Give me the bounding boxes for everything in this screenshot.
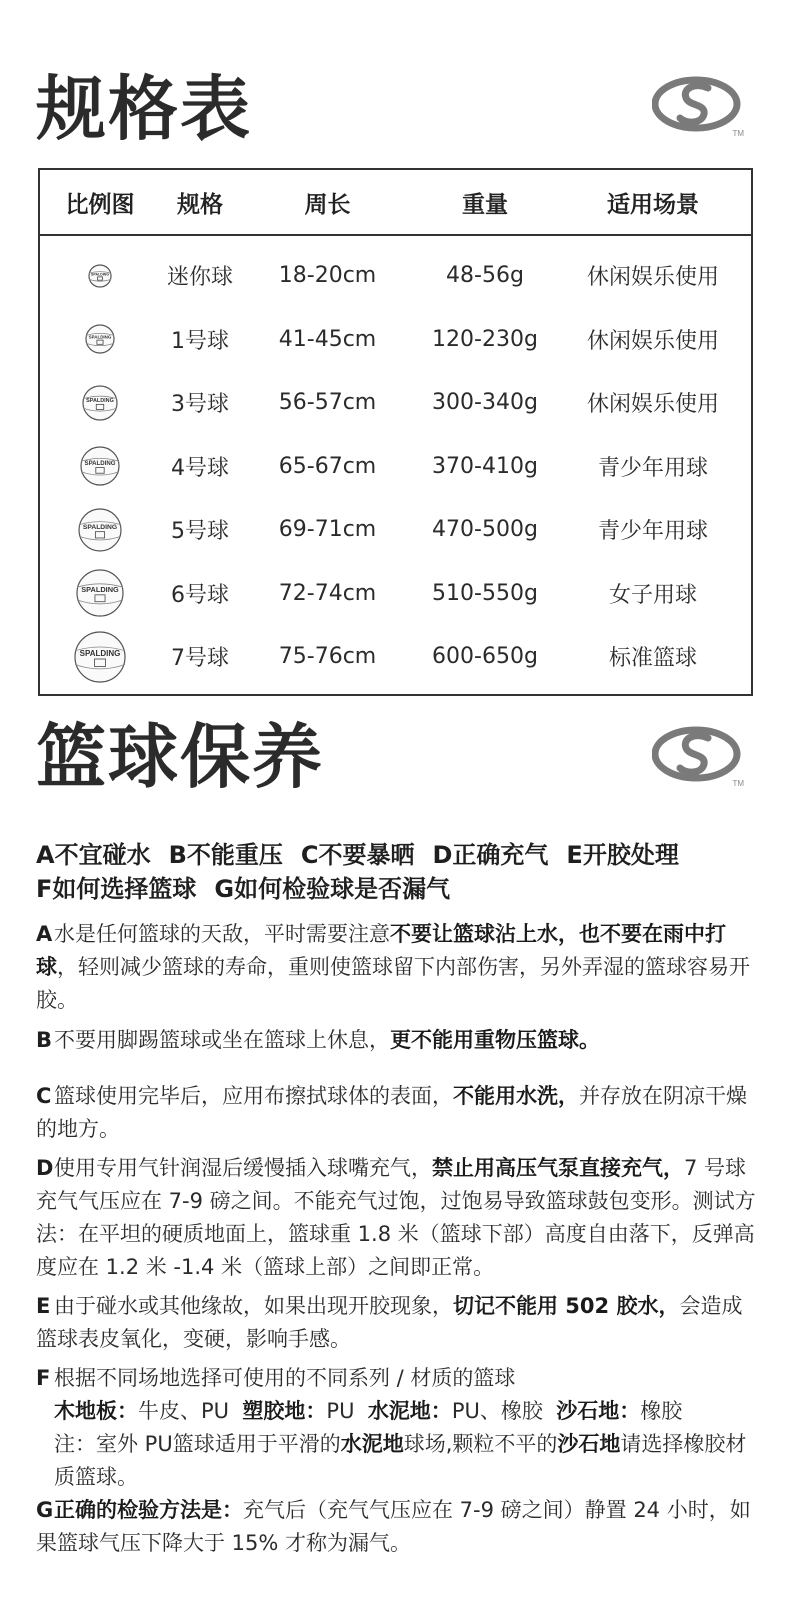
paragraph-letter: C bbox=[36, 1084, 52, 1108]
topic-b: B不能重压 bbox=[168, 841, 283, 869]
paragraph-f-note bbox=[36, 1428, 758, 1494]
spec-weight-cell: 600-650g bbox=[432, 644, 538, 670]
spec-row bbox=[40, 562, 751, 626]
paragraph-letter: F bbox=[36, 1366, 51, 1390]
ball-illustration bbox=[40, 375, 160, 431]
care-paragraph-c bbox=[36, 1080, 758, 1146]
plastic-floor-label: 塑胶地： bbox=[242, 1399, 327, 1423]
spec-usage-cell: 青少年用球 bbox=[597, 519, 708, 545]
paragraph-text: 使用专用气针润湿后缓慢插入球嘴充气， bbox=[54, 1156, 432, 1180]
paragraph-emphasis: 不要让篮球沾上水，也不要在雨中打球 bbox=[36, 922, 726, 979]
paragraph-letter: A bbox=[36, 922, 53, 946]
paragraph-emphasis: 水泥地 bbox=[340, 1432, 404, 1456]
paragraph-text: 会造成篮球表皮氧化，变硬，影响手感。 bbox=[36, 1294, 743, 1351]
topic-c: C不要暴晒 bbox=[300, 841, 415, 869]
paragraph-emphasis: 切记不能用 502 胶水， bbox=[453, 1294, 680, 1318]
topic-f: F如何选择篮球 bbox=[36, 875, 197, 903]
spec-size-cell: 7号球 bbox=[171, 646, 229, 672]
spalding-logo-icon bbox=[652, 76, 744, 138]
paragraph-emphasis: 不能用水洗， bbox=[453, 1084, 579, 1108]
paragraph-letter: G bbox=[36, 1498, 54, 1522]
topic-g: G如何检验球是否漏气 bbox=[214, 875, 451, 903]
paragraph-letter: B bbox=[36, 1028, 53, 1052]
spalding-logo bbox=[652, 76, 744, 138]
spec-weight-cell: 300-340g bbox=[432, 390, 538, 416]
spalding-logo-2 bbox=[652, 726, 744, 788]
topic-d: D正确充气 bbox=[432, 841, 549, 869]
ball-illustration bbox=[40, 629, 160, 685]
spec-title: 规格表 bbox=[36, 68, 252, 150]
topic-e: E开胶处理 bbox=[566, 841, 679, 869]
paragraph-emphasis: 正确的检验方法是： bbox=[54, 1498, 243, 1522]
spec-usage-cell: 休闲娱乐使用 bbox=[586, 392, 719, 418]
ball-brand-text: SPALDING bbox=[88, 334, 112, 340]
paragraph-emphasis: 禁止用高压气泵直接充气， bbox=[432, 1156, 684, 1180]
care-paragraph-a bbox=[36, 918, 758, 1017]
paragraph-text: 球场,颗粒不平的 bbox=[403, 1432, 558, 1456]
topic-a: A不宜碰水 bbox=[36, 841, 151, 869]
spec-weight-cell: 120-230g bbox=[432, 326, 538, 352]
basketball-icon bbox=[72, 502, 128, 558]
spec-row bbox=[40, 308, 751, 372]
basketball-icon bbox=[72, 438, 128, 494]
gravel-floor-label: 沙石地： bbox=[556, 1399, 641, 1423]
paragraph-text: 不要用脚踢篮球或坐在篮球上休息， bbox=[54, 1028, 390, 1052]
paragraph-letter: D bbox=[36, 1156, 54, 1180]
paragraph-text: 由于碰水或其他缘故，如果出现开胶现象， bbox=[54, 1294, 453, 1318]
spec-usage-cell: 标准篮球 bbox=[608, 646, 697, 672]
spec-circumference-cell: 65-67cm bbox=[278, 453, 377, 479]
spec-size-cell: 1号球 bbox=[171, 328, 229, 354]
court-material-list bbox=[36, 1395, 758, 1428]
spec-row bbox=[40, 435, 751, 499]
spec-table-header bbox=[40, 170, 751, 236]
ball-brand-text: SPALDING bbox=[79, 648, 121, 658]
spec-size-cell: 迷你球 bbox=[166, 265, 233, 291]
basketball-icon bbox=[72, 248, 128, 304]
spec-weight-cell: 370-410g bbox=[432, 453, 538, 479]
paragraph-text: 7 号球充气气压应在 7-9 磅之间。不能充气过饱，过饱易导致篮球鼓包变形。测试方法：在平坦的硬质地面上，篮球重 1.8 米（篮球下部）高度自由落下，反弹高度应在 1.2 米 -1.4 米（篮球上部）之间即正常。 bbox=[36, 1156, 756, 1279]
paragraph-emphasis: 沙石地 bbox=[557, 1432, 621, 1456]
care-paragraph-g bbox=[36, 1494, 758, 1560]
spec-usage-cell: 休闲娱乐使用 bbox=[586, 328, 719, 354]
spec-row bbox=[40, 498, 751, 562]
basketball-icon bbox=[72, 311, 128, 367]
ball-illustration bbox=[40, 502, 160, 558]
basketball-icon bbox=[72, 629, 128, 685]
topics-line-1 bbox=[36, 838, 766, 872]
basketball-icon bbox=[72, 565, 128, 621]
care-paragraph-e bbox=[36, 1290, 758, 1356]
paragraph-emphasis: 更不能用重物压篮球。 bbox=[390, 1028, 600, 1052]
spec-size-cell: 6号球 bbox=[171, 582, 229, 608]
paragraph-letter: E bbox=[36, 1294, 51, 1318]
cement-floor-value: PU、橡胶 bbox=[451, 1399, 543, 1423]
header-size: 规格 bbox=[177, 191, 223, 218]
basketball-icon bbox=[72, 375, 128, 431]
spec-usage-cell: 女子用球 bbox=[608, 582, 697, 608]
spec-row bbox=[40, 244, 751, 308]
spec-weight-cell: 48-56g bbox=[446, 263, 524, 289]
spec-table bbox=[38, 168, 753, 696]
ball-illustration bbox=[40, 311, 160, 367]
paragraph-text: 请选择橡胶材质篮球。 bbox=[54, 1432, 747, 1489]
spec-weight-cell: 510-550g bbox=[432, 580, 538, 606]
care-paragraph-b bbox=[36, 1024, 758, 1057]
paragraph-text: 根据不同场地选择可使用的不同系列 / 材质的篮球 bbox=[54, 1366, 516, 1390]
trademark-label: TM bbox=[732, 779, 744, 788]
paragraph-f-line-1 bbox=[36, 1362, 758, 1395]
ball-brand-text: SPALDING bbox=[86, 397, 114, 404]
spec-circumference-cell: 18-20cm bbox=[278, 263, 377, 289]
ball-illustration bbox=[40, 248, 160, 304]
header-usage: 适用场景 bbox=[607, 191, 699, 218]
spec-row bbox=[40, 625, 751, 689]
spec-size-cell: 5号球 bbox=[171, 519, 229, 545]
paragraph-text: ，轻则减少篮球的寿命，重则使篮球留下内部伤害，另外弄湿的篮球容易开胶。 bbox=[36, 955, 750, 1012]
spec-weight-cell: 470-500g bbox=[432, 517, 538, 543]
ball-brand-text: SPALDING bbox=[84, 460, 116, 468]
spec-table-body bbox=[40, 244, 751, 689]
spec-circumference-cell: 75-76cm bbox=[278, 644, 377, 670]
paragraph-text: 注：室外 PU篮球适用于平滑的 bbox=[54, 1432, 341, 1456]
spalding-logo-icon bbox=[652, 726, 744, 788]
plastic-floor-value: PU bbox=[326, 1399, 355, 1423]
gravel-floor-value: 橡胶 bbox=[640, 1399, 683, 1423]
topics-line-2 bbox=[36, 872, 766, 906]
spec-usage-cell: 休闲娱乐使用 bbox=[586, 265, 719, 291]
paragraph-text: 水是任何篮球的天敌，平时需要注意 bbox=[54, 922, 390, 946]
header-weight: 重量 bbox=[462, 191, 508, 218]
ball-brand-text: SPALDING bbox=[81, 585, 119, 595]
spec-circumference-cell: 72-74cm bbox=[278, 580, 377, 606]
ball-brand-text: SPALDING bbox=[82, 523, 118, 531]
spec-circumference-cell: 56-57cm bbox=[278, 390, 377, 416]
spec-size-cell: 3号球 bbox=[171, 392, 229, 418]
header-illustration: 比例图 bbox=[65, 191, 135, 218]
care-topics bbox=[36, 838, 766, 906]
paragraph-text: 篮球使用完毕后，应用布擦拭球体的表面， bbox=[54, 1084, 453, 1108]
spec-circumference-cell: 41-45cm bbox=[278, 326, 377, 352]
care-paragraph-d bbox=[36, 1152, 758, 1284]
spec-size-cell: 4号球 bbox=[171, 455, 229, 481]
spec-row bbox=[40, 371, 751, 435]
spec-circumference-cell: 69-71cm bbox=[278, 517, 377, 543]
header-circumference: 周长 bbox=[304, 191, 351, 218]
paragraph-text: 充气后（充气气压应在 7-9 磅之间）静置 24 小时，如果篮球气压下降大于 15% 才称为漏气。 bbox=[36, 1498, 751, 1555]
wood-floor-value: 牛皮、PU bbox=[138, 1399, 230, 1423]
care-title: 篮球保养 bbox=[36, 716, 324, 798]
trademark-label: TM bbox=[732, 129, 744, 138]
wood-floor-label: 木地板： bbox=[54, 1399, 138, 1423]
ball-illustration bbox=[40, 438, 160, 494]
ball-illustration bbox=[40, 565, 160, 621]
ball-brand-text: SPALDING bbox=[91, 272, 109, 277]
paragraph-text: 并存放在阴凉干燥的地方。 bbox=[36, 1084, 747, 1141]
care-paragraph-f bbox=[36, 1362, 758, 1494]
cement-floor-label: 水泥地： bbox=[367, 1399, 452, 1423]
spec-usage-cell: 青少年用球 bbox=[597, 455, 708, 481]
